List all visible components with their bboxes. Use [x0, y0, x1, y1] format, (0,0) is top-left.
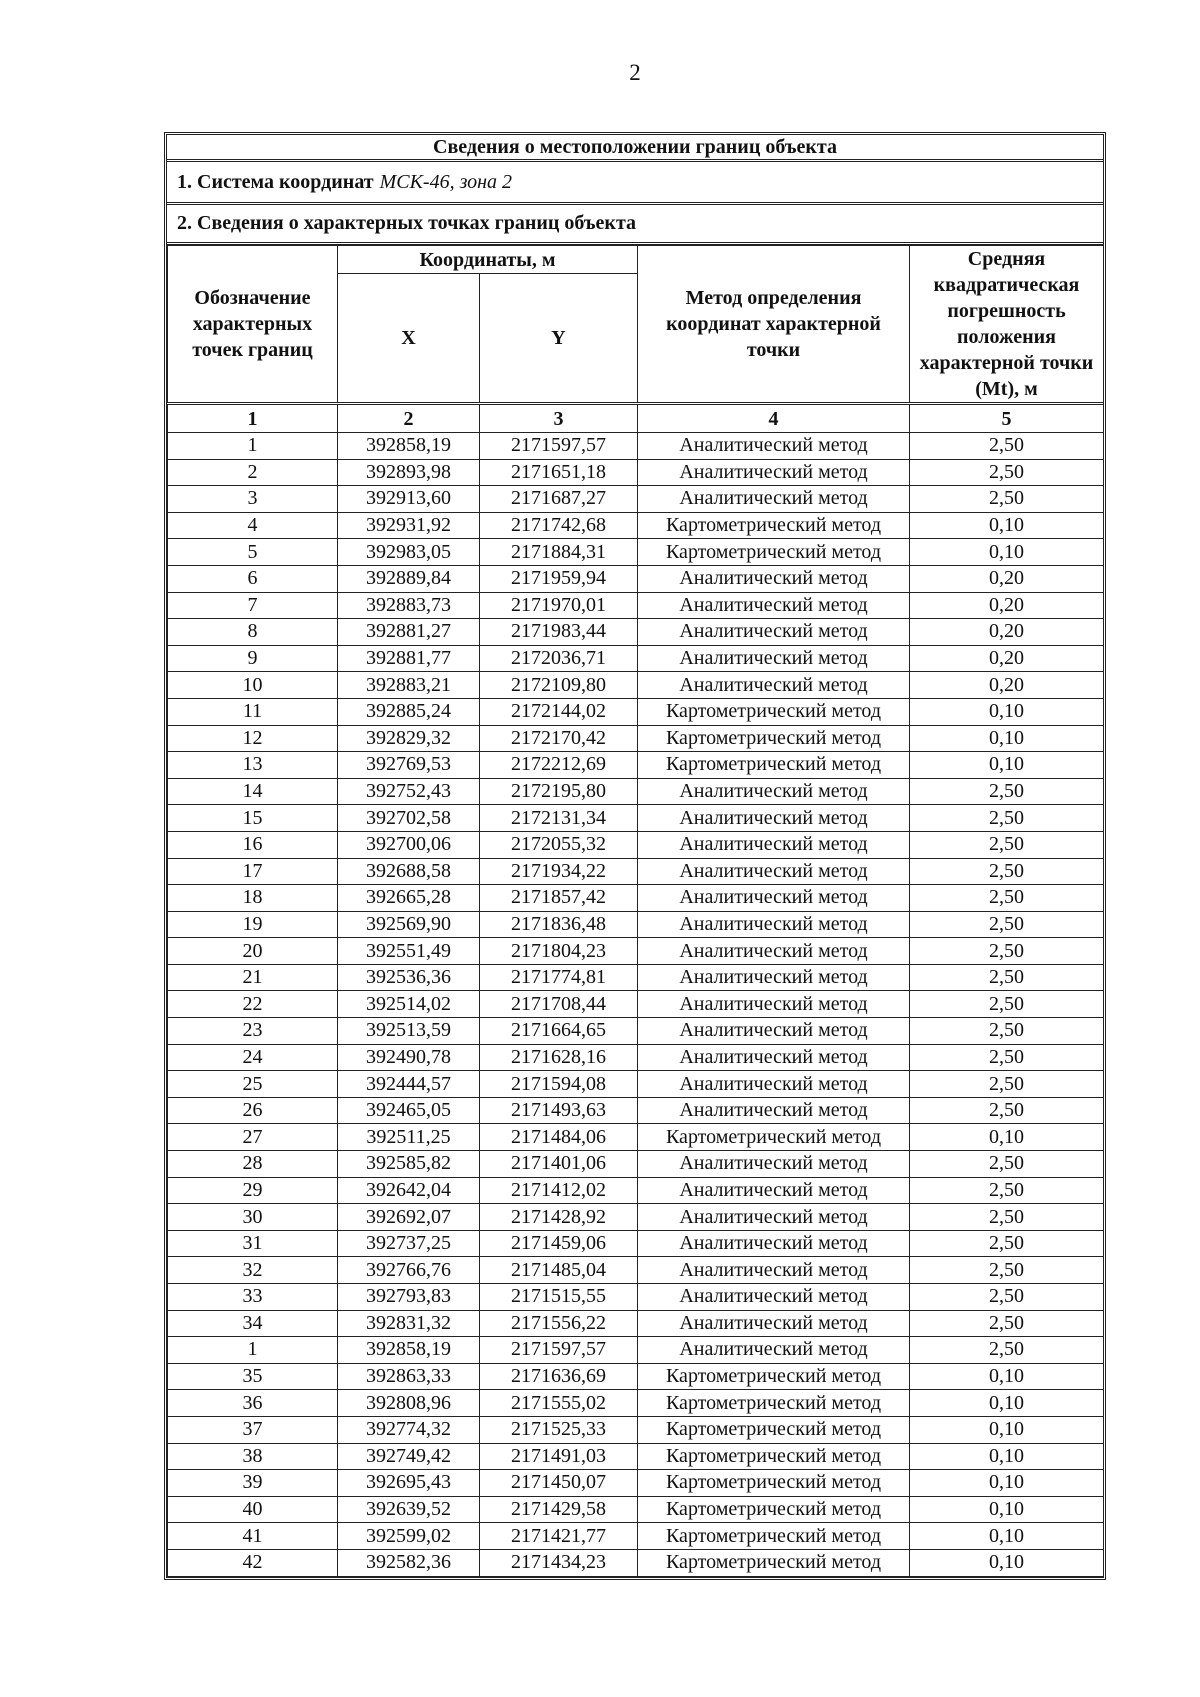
cell-mean-error: 2,50	[910, 964, 1104, 991]
cell-method: Аналитический метод	[638, 1284, 910, 1311]
cell-coord-y: 2171485,04	[480, 1257, 638, 1284]
cell-coord-y: 2171651,18	[480, 459, 638, 486]
table-row	[168, 1390, 1104, 1417]
cell-point-id: 1	[168, 433, 338, 460]
cell-coord-y: 2171429,58	[480, 1496, 638, 1523]
cell-coord-y: 2171401,06	[480, 1151, 638, 1178]
cell-coord-x: 392858,19	[338, 1337, 480, 1364]
cell-coord-y: 2171636,69	[480, 1363, 638, 1390]
cell-coord-x: 392642,04	[338, 1177, 480, 1204]
cell-method: Аналитический метод	[638, 991, 910, 1018]
table-row	[168, 1177, 1104, 1204]
table-row	[168, 1496, 1104, 1523]
cell-point-id: 12	[168, 725, 338, 752]
cell-coord-y: 2172195,80	[480, 778, 638, 805]
header-x: X	[338, 274, 480, 404]
cell-method: Картометрический метод	[638, 539, 910, 566]
cell-coord-x: 392889,84	[338, 565, 480, 592]
cell-mean-error: 0,10	[910, 1124, 1104, 1151]
column-number-1: 1	[168, 404, 338, 433]
table-row	[168, 486, 1104, 513]
cell-coord-y: 2172144,02	[480, 698, 638, 725]
cell-method: Аналитический метод	[638, 911, 910, 938]
cell-coord-x: 392639,52	[338, 1496, 480, 1523]
table-row	[168, 1097, 1104, 1124]
cell-coord-x: 392885,24	[338, 698, 480, 725]
cell-coord-x: 392569,90	[338, 911, 480, 938]
cell-method: Картометрический метод	[638, 1470, 910, 1497]
cell-mean-error: 0,10	[910, 1443, 1104, 1470]
cell-method: Картометрический метод	[638, 1523, 910, 1550]
cell-method: Аналитический метод	[638, 1018, 910, 1045]
cell-method: Картометрический метод	[638, 752, 910, 779]
table-row	[168, 778, 1104, 805]
cell-coord-x: 392774,32	[338, 1416, 480, 1443]
cell-point-id: 41	[168, 1523, 338, 1550]
cell-coord-x: 392808,96	[338, 1390, 480, 1417]
boundary-info-table	[164, 132, 1106, 1580]
points-table	[167, 245, 1104, 1577]
cell-point-id: 9	[168, 645, 338, 672]
header-method: Метод определения координат характерной точки	[638, 246, 910, 404]
cell-mean-error: 2,50	[910, 1284, 1104, 1311]
table-row	[168, 1284, 1104, 1311]
cell-method: Аналитический метод	[638, 831, 910, 858]
cell-coord-x: 392883,21	[338, 672, 480, 699]
table-row	[168, 512, 1104, 539]
cell-mean-error: 2,50	[910, 1151, 1104, 1178]
cell-point-id: 8	[168, 619, 338, 646]
page-number: 2	[629, 60, 641, 85]
cell-coord-x: 392829,32	[338, 725, 480, 752]
cell-method: Картометрический метод	[638, 1549, 910, 1576]
cell-mean-error: 2,50	[910, 1337, 1104, 1364]
table-body	[168, 433, 1104, 1577]
cell-method: Картометрический метод	[638, 1443, 910, 1470]
cell-coord-x: 392582,36	[338, 1549, 480, 1576]
header-error: Средняя квадратическая погрешность положения характерной точки (Mt), м	[910, 246, 1104, 404]
cell-coord-x: 392858,19	[338, 433, 480, 460]
cell-method: Аналитический метод	[638, 459, 910, 486]
cell-coord-y: 2171556,22	[480, 1310, 638, 1337]
table-row	[168, 805, 1104, 832]
table-row	[168, 1443, 1104, 1470]
cell-point-id: 36	[168, 1390, 338, 1417]
column-number-2: 2	[338, 404, 480, 433]
table-row	[168, 1151, 1104, 1178]
cell-method: Аналитический метод	[638, 938, 910, 965]
table-row	[168, 1470, 1104, 1497]
cell-method: Аналитический метод	[638, 1257, 910, 1284]
cell-mean-error: 0,10	[910, 1549, 1104, 1576]
cell-point-id: 28	[168, 1151, 338, 1178]
cell-coord-y: 2171884,31	[480, 539, 638, 566]
cell-method: Аналитический метод	[638, 1097, 910, 1124]
cell-coord-x: 392513,59	[338, 1018, 480, 1045]
cell-point-id: 3	[168, 486, 338, 513]
cell-method: Картометрический метод	[638, 1390, 910, 1417]
cell-point-id: 27	[168, 1124, 338, 1151]
cell-mean-error: 2,50	[910, 1257, 1104, 1284]
table-row	[168, 1257, 1104, 1284]
cell-mean-error: 2,50	[910, 885, 1104, 912]
cell-coord-x: 392737,25	[338, 1230, 480, 1257]
cell-method: Аналитический метод	[638, 672, 910, 699]
cell-method: Аналитический метод	[638, 1337, 910, 1364]
cell-coord-x: 392793,83	[338, 1284, 480, 1311]
table-row	[168, 1204, 1104, 1231]
cell-coord-x: 392883,73	[338, 592, 480, 619]
cell-method: Аналитический метод	[638, 964, 910, 991]
cell-point-id: 33	[168, 1284, 338, 1311]
cell-coord-x: 392931,92	[338, 512, 480, 539]
cell-mean-error: 2,50	[910, 831, 1104, 858]
cell-mean-error: 2,50	[910, 1177, 1104, 1204]
cell-coord-x: 392831,32	[338, 1310, 480, 1337]
cell-mean-error: 2,50	[910, 991, 1104, 1018]
table-row	[168, 672, 1104, 699]
cell-method: Аналитический метод	[638, 565, 910, 592]
cell-coord-y: 2171555,02	[480, 1390, 638, 1417]
cell-point-id: 21	[168, 964, 338, 991]
table-row	[168, 1337, 1104, 1364]
cell-coord-x: 392511,25	[338, 1124, 480, 1151]
cell-mean-error: 0,10	[910, 1523, 1104, 1550]
cell-point-id: 37	[168, 1416, 338, 1443]
table-row	[168, 1549, 1104, 1576]
cell-coord-x: 392766,76	[338, 1257, 480, 1284]
coordinate-system-row	[167, 162, 1103, 205]
header-coordinates: Координаты, м	[338, 246, 638, 274]
cell-coord-x: 392769,53	[338, 752, 480, 779]
cell-point-id: 4	[168, 512, 338, 539]
cell-point-id: 42	[168, 1549, 338, 1576]
cell-mean-error: 2,50	[910, 778, 1104, 805]
header-y: Y	[480, 274, 638, 404]
cell-coord-y: 2171412,02	[480, 1177, 638, 1204]
cell-coord-y: 2172212,69	[480, 752, 638, 779]
cell-mean-error: 0,10	[910, 1470, 1104, 1497]
cell-point-id: 14	[168, 778, 338, 805]
cell-method: Картометрический метод	[638, 698, 910, 725]
cell-method: Аналитический метод	[638, 1044, 910, 1071]
table-row	[168, 1124, 1104, 1151]
cell-coord-x: 392692,07	[338, 1204, 480, 1231]
table-row	[168, 1363, 1104, 1390]
cell-point-id: 17	[168, 858, 338, 885]
cell-mean-error: 0,20	[910, 619, 1104, 646]
cell-mean-error: 2,50	[910, 805, 1104, 832]
cell-point-id: 16	[168, 831, 338, 858]
cell-coord-x: 392585,82	[338, 1151, 480, 1178]
cell-point-id: 20	[168, 938, 338, 965]
cell-method: Аналитический метод	[638, 1071, 910, 1098]
cell-coord-y: 2172036,71	[480, 645, 638, 672]
cell-point-id: 26	[168, 1097, 338, 1124]
table-row	[168, 1523, 1104, 1550]
table-row	[168, 592, 1104, 619]
cell-method: Картометрический метод	[638, 512, 910, 539]
table-row	[168, 1230, 1104, 1257]
cell-method: Аналитический метод	[638, 858, 910, 885]
cell-coord-y: 2172131,34	[480, 805, 638, 832]
column-number-5: 5	[910, 404, 1104, 433]
cell-point-id: 39	[168, 1470, 338, 1497]
cell-point-id: 40	[168, 1496, 338, 1523]
cell-point-id: 22	[168, 991, 338, 1018]
cell-coord-y: 2171983,44	[480, 619, 638, 646]
cell-mean-error: 0,10	[910, 1390, 1104, 1417]
cell-mean-error: 0,10	[910, 725, 1104, 752]
cell-method: Аналитический метод	[638, 1177, 910, 1204]
cell-mean-error: 2,50	[910, 1097, 1104, 1124]
cell-point-id: 19	[168, 911, 338, 938]
cell-mean-error: 0,20	[910, 645, 1104, 672]
cell-coord-x: 392444,57	[338, 1071, 480, 1098]
cell-method: Аналитический метод	[638, 1230, 910, 1257]
table-row	[168, 991, 1104, 1018]
cell-method: Аналитический метод	[638, 592, 910, 619]
cell-mean-error: 0,10	[910, 539, 1104, 566]
cell-coord-x: 392752,43	[338, 778, 480, 805]
table-row	[168, 938, 1104, 965]
cell-mean-error: 0,10	[910, 1363, 1104, 1390]
cell-coord-y: 2171959,94	[480, 565, 638, 592]
cell-coord-x: 392599,02	[338, 1523, 480, 1550]
cell-point-id: 10	[168, 672, 338, 699]
cell-coord-y: 2171742,68	[480, 512, 638, 539]
cell-coord-x: 392913,60	[338, 486, 480, 513]
table-row	[168, 911, 1104, 938]
cell-method: Картометрический метод	[638, 1416, 910, 1443]
cell-mean-error: 2,50	[910, 433, 1104, 460]
cell-coord-y: 2171857,42	[480, 885, 638, 912]
table-row	[168, 1071, 1104, 1098]
cell-mean-error: 2,50	[910, 1204, 1104, 1231]
coordinate-system-value: МСК-46, зона 2	[379, 170, 513, 193]
cell-coord-y: 2171804,23	[480, 938, 638, 965]
cell-mean-error: 2,50	[910, 911, 1104, 938]
cell-method: Аналитический метод	[638, 805, 910, 832]
table-row	[168, 539, 1104, 566]
cell-coord-y: 2171970,01	[480, 592, 638, 619]
cell-point-id: 25	[168, 1071, 338, 1098]
cell-method: Картометрический метод	[638, 1496, 910, 1523]
cell-method: Аналитический метод	[638, 1204, 910, 1231]
table-row	[168, 619, 1104, 646]
table-row	[168, 752, 1104, 779]
cell-coord-y: 2171421,77	[480, 1523, 638, 1550]
cell-coord-y: 2171484,06	[480, 1124, 638, 1151]
cell-mean-error: 2,50	[910, 858, 1104, 885]
cell-coord-y: 2171434,23	[480, 1549, 638, 1576]
cell-point-id: 24	[168, 1044, 338, 1071]
cell-coord-x: 392893,98	[338, 459, 480, 486]
section-heading: 2. Сведения о характерных точках границ объекта	[167, 205, 1103, 245]
cell-coord-x: 392983,05	[338, 539, 480, 566]
cell-coord-y: 2171597,57	[480, 1337, 638, 1364]
cell-point-id: 2	[168, 459, 338, 486]
cell-method: Аналитический метод	[638, 1151, 910, 1178]
table-row	[168, 698, 1104, 725]
cell-coord-x: 392700,06	[338, 831, 480, 858]
cell-method: Картометрический метод	[638, 1363, 910, 1390]
cell-coord-x: 392749,42	[338, 1443, 480, 1470]
cell-coord-y: 2171708,44	[480, 991, 638, 1018]
table-row	[168, 725, 1104, 752]
cell-coord-x: 392514,02	[338, 991, 480, 1018]
cell-method: Аналитический метод	[638, 486, 910, 513]
cell-mean-error: 0,10	[910, 1416, 1104, 1443]
cell-coord-y: 2171525,33	[480, 1416, 638, 1443]
table-row	[168, 433, 1104, 460]
cell-method: Аналитический метод	[638, 1310, 910, 1337]
cell-point-id: 5	[168, 539, 338, 566]
cell-mean-error: 0,20	[910, 592, 1104, 619]
cell-coord-y: 2171597,57	[480, 433, 638, 460]
cell-point-id: 23	[168, 1018, 338, 1045]
cell-point-id: 34	[168, 1310, 338, 1337]
cell-point-id: 7	[168, 592, 338, 619]
cell-coord-y: 2171515,55	[480, 1284, 638, 1311]
table-row	[168, 1416, 1104, 1443]
cell-method: Аналитический метод	[638, 619, 910, 646]
cell-coord-x: 392688,58	[338, 858, 480, 885]
cell-coord-x: 392881,77	[338, 645, 480, 672]
cell-point-id: 11	[168, 698, 338, 725]
coordinate-system-label: 1. Система координат	[177, 170, 374, 193]
cell-coord-y: 2172170,42	[480, 725, 638, 752]
cell-coord-x: 392465,05	[338, 1097, 480, 1124]
cell-coord-x: 392490,78	[338, 1044, 480, 1071]
cell-coord-y: 2171491,03	[480, 1443, 638, 1470]
table-title: Сведения о местоположении границ объекта	[167, 135, 1103, 162]
cell-mean-error: 0,10	[910, 512, 1104, 539]
cell-coord-y: 2171774,81	[480, 964, 638, 991]
cell-coord-y: 2172055,32	[480, 831, 638, 858]
cell-coord-y: 2171459,06	[480, 1230, 638, 1257]
table-row	[168, 885, 1104, 912]
table-row	[168, 1044, 1104, 1071]
cell-coord-x: 392536,36	[338, 964, 480, 991]
cell-point-id: 13	[168, 752, 338, 779]
cell-method: Аналитический метод	[638, 778, 910, 805]
cell-mean-error: 0,10	[910, 752, 1104, 779]
cell-point-id: 32	[168, 1257, 338, 1284]
cell-mean-error: 0,20	[910, 672, 1104, 699]
cell-coord-x: 392702,58	[338, 805, 480, 832]
cell-method: Картометрический метод	[638, 1124, 910, 1151]
cell-coord-y: 2171836,48	[480, 911, 638, 938]
table-row	[168, 1018, 1104, 1045]
cell-point-id: 38	[168, 1443, 338, 1470]
cell-coord-y: 2171687,27	[480, 486, 638, 513]
cell-point-id: 6	[168, 565, 338, 592]
cell-method: Аналитический метод	[638, 645, 910, 672]
cell-mean-error: 2,50	[910, 459, 1104, 486]
cell-mean-error: 2,50	[910, 1310, 1104, 1337]
cell-mean-error: 2,50	[910, 938, 1104, 965]
cell-mean-error: 2,50	[910, 486, 1104, 513]
table-row	[168, 459, 1104, 486]
table-row	[168, 1310, 1104, 1337]
cell-coord-y: 2172109,80	[480, 672, 638, 699]
cell-coord-y: 2171664,65	[480, 1018, 638, 1045]
table-row	[168, 645, 1104, 672]
cell-coord-y: 2171934,22	[480, 858, 638, 885]
cell-method: Картометрический метод	[638, 725, 910, 752]
cell-mean-error: 2,50	[910, 1018, 1104, 1045]
cell-point-id: 18	[168, 885, 338, 912]
cell-coord-x: 392881,27	[338, 619, 480, 646]
cell-mean-error: 0,10	[910, 698, 1104, 725]
cell-coord-y: 2171450,07	[480, 1470, 638, 1497]
cell-point-id: 15	[168, 805, 338, 832]
header-designation: Обозначение характерных точек границ	[168, 246, 338, 404]
table-row	[168, 964, 1104, 991]
cell-point-id: 35	[168, 1363, 338, 1390]
cell-point-id: 31	[168, 1230, 338, 1257]
cell-method: Аналитический метод	[638, 433, 910, 460]
cell-mean-error: 0,10	[910, 1496, 1104, 1523]
cell-coord-y: 2171428,92	[480, 1204, 638, 1231]
cell-point-id: 29	[168, 1177, 338, 1204]
table-row	[168, 858, 1104, 885]
cell-coord-x: 392665,28	[338, 885, 480, 912]
cell-mean-error: 0,20	[910, 565, 1104, 592]
column-number-4: 4	[638, 404, 910, 433]
cell-point-id: 30	[168, 1204, 338, 1231]
cell-coord-x: 392695,43	[338, 1470, 480, 1497]
cell-point-id: 1	[168, 1337, 338, 1364]
column-number-3: 3	[480, 404, 638, 433]
cell-coord-y: 2171493,63	[480, 1097, 638, 1124]
cell-method: Аналитический метод	[638, 885, 910, 912]
cell-coord-x: 392863,33	[338, 1363, 480, 1390]
table-row	[168, 831, 1104, 858]
cell-coord-x: 392551,49	[338, 938, 480, 965]
table-row	[168, 565, 1104, 592]
cell-coord-y: 2171628,16	[480, 1044, 638, 1071]
cell-mean-error: 2,50	[910, 1230, 1104, 1257]
cell-mean-error: 2,50	[910, 1071, 1104, 1098]
cell-mean-error: 2,50	[910, 1044, 1104, 1071]
cell-coord-y: 2171594,08	[480, 1071, 638, 1098]
